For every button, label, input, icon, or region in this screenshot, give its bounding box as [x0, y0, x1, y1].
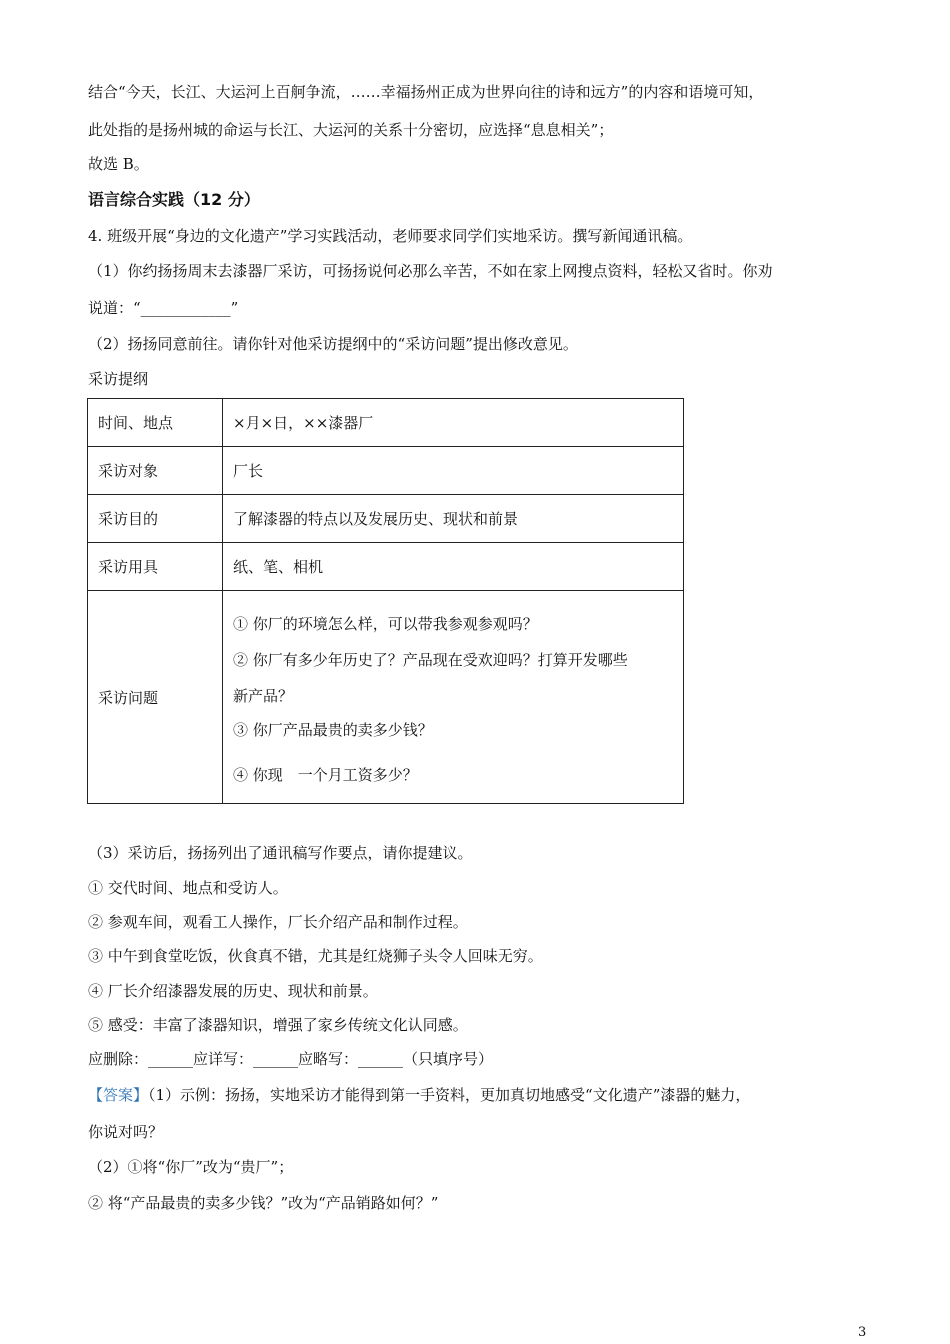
question-item: ④ 你现 一个月工资多少？	[233, 765, 418, 784]
answer-line-3: （2）①将“你厂”改为“贵厂”；	[88, 1158, 294, 1176]
intro-line-3: 故选 B。	[88, 155, 149, 173]
table-key: 采访目的	[88, 495, 223, 543]
table-key: 采访问题	[88, 591, 223, 804]
questions-cell	[223, 591, 684, 804]
intro-line-1: 结合“今天，长江、大运河上百舸争流，……幸福扬州正成为世界向往的诗和远方”的内容和语境可知，	[88, 83, 764, 101]
table-row	[88, 495, 684, 543]
section-title: 语言综合实践（12 分）	[88, 190, 260, 209]
interview-outline-table	[87, 398, 684, 804]
point-4: ④ 厂长介绍漆器发展的历史、现状和前景。	[88, 982, 378, 1000]
point-2: ② 参观车间，观看工人操作，厂长介绍产品和制作过程。	[88, 913, 468, 931]
outline-title: 采访提纲	[88, 370, 149, 388]
part1-line-2: 说道：“____________”	[88, 299, 239, 317]
table-value: 纸、笔、相机	[223, 543, 684, 591]
point-5: ⑤ 感受：丰富了漆器知识，增强了家乡传统文化认同感。	[88, 1016, 468, 1034]
table-value: 了解漆器的特点以及发展历史、现状和前景	[223, 495, 684, 543]
question-stem: 4. 班级开展“身边的文化遗产”学习实践活动，老师要求同学们实地采访。撰写新闻通讯稿。	[88, 227, 693, 245]
answer-line-4: ② 将“产品最贵的卖多少钱？”改为“产品销路如何？”	[88, 1194, 439, 1212]
table-value: 厂长	[223, 447, 684, 495]
table-row-questions	[88, 591, 684, 804]
answer-text: （1）示例：扬扬，实地采访才能得到第一手资料，更加真切地感受“文化遗产”漆器的魅力，	[148, 1086, 751, 1104]
part2-text: （2）扬扬同意前往。请你针对他采访提纲中的“采访问题”提出修改意见。	[88, 335, 578, 353]
question-item: ② 你厂有多少年历史了？产品现在受欢迎吗？打算开发哪些	[233, 650, 628, 669]
page-number: 3	[858, 1325, 867, 1340]
fill-blanks: 应删除：______应详写：______应略写：______（只填序号）	[88, 1050, 494, 1068]
answer-line-2: 你说对吗？	[88, 1123, 164, 1141]
table-row	[88, 447, 684, 495]
part3-intro: （3）采访后，扬扬列出了通讯稿写作要点，请你提建议。	[88, 844, 473, 862]
table-key: 时间、地点	[88, 399, 223, 447]
point-3: ③ 中午到食堂吃饭，伙食真不错，尤其是红烧狮子头令人回味无穷。	[88, 947, 543, 965]
intro-line-2: 此处指的是扬州城的命运与长江、大运河的关系十分密切，应选择“息息相关”；	[88, 121, 614, 139]
question-item: 新产品？	[233, 686, 294, 705]
table-row	[88, 543, 684, 591]
table-key: 采访用具	[88, 543, 223, 591]
answer-tag: 【答案】	[88, 1086, 149, 1104]
point-1: ① 交代时间、地点和受访人。	[88, 879, 288, 897]
answer-line-1	[88, 1085, 750, 1105]
table-value: ×月×日，××漆器厂	[223, 399, 684, 447]
table-key: 采访对象	[88, 447, 223, 495]
table-row	[88, 399, 684, 447]
part1-line-1: （1）你约扬扬周末去漆器厂采访，可扬扬说何必那么辛苦，不如在家上网搜点资料，轻松又省时。你劝	[88, 262, 773, 280]
question-item: ③ 你厂产品最贵的卖多少钱？	[233, 720, 433, 739]
question-item: ① 你厂的环境怎么样，可以带我参观参观吗？	[233, 614, 538, 633]
